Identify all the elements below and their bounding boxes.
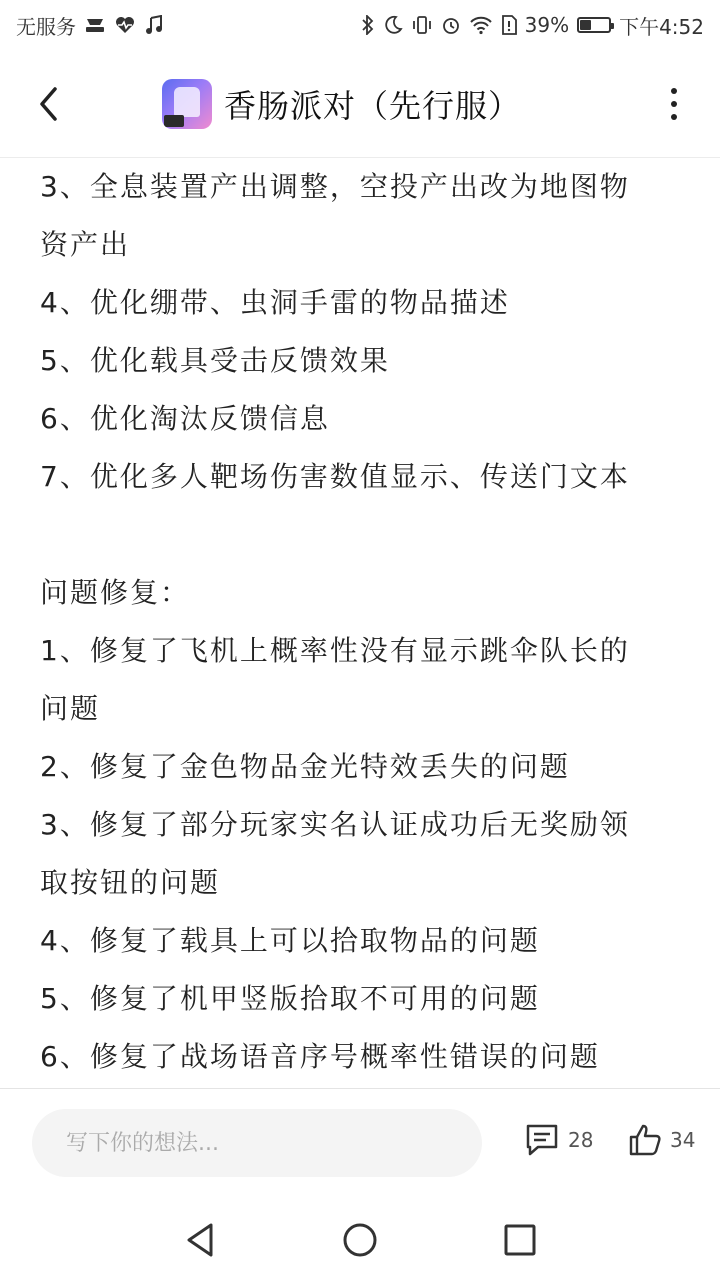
alarm-icon — [441, 15, 461, 35]
comment-bar — [0, 1088, 720, 1200]
bluetooth-icon — [361, 15, 375, 35]
comments-button[interactable] — [524, 1123, 593, 1157]
article-line: 7、优化多人靶场伤害数值显示、传送门文本 — [40, 460, 630, 493]
thumbs-up-icon — [628, 1123, 662, 1157]
sim-alert-icon — [501, 15, 517, 35]
clock: 下午4:52 — [619, 14, 704, 39]
music-note-icon — [144, 15, 164, 35]
hat-icon — [84, 15, 106, 35]
back-button[interactable] — [24, 76, 72, 132]
article-content — [40, 158, 680, 1088]
article-line: 取按钮的问题 — [40, 866, 221, 899]
app-header — [0, 50, 720, 158]
article-line: 1、修复了飞机上概率性没有显示跳伞队长的 — [40, 634, 630, 667]
article-line: 3、修复了部分玩家实名认证成功后无奖励领 — [40, 808, 630, 841]
status-bar — [0, 0, 720, 50]
nav-recent-button[interactable] — [498, 1218, 542, 1262]
comment-input[interactable] — [32, 1109, 482, 1177]
article-line: 5、优化载具受击反馈效果 — [40, 344, 390, 377]
blank-line — [40, 506, 680, 564]
article-line: 4、优化绷带、虫洞手雷的物品描述 — [40, 286, 510, 319]
circle-home-icon — [342, 1222, 378, 1258]
article-line: 2、修复了金色物品金光特效丢失的问题 — [40, 750, 570, 783]
article-line: 4、修复了载具上可以拾取物品的问题 — [40, 924, 540, 957]
title-wrap — [162, 78, 521, 130]
wifi-icon — [469, 15, 493, 35]
nav-home-button[interactable] — [338, 1218, 382, 1262]
battery-percent: 39% — [524, 13, 570, 37]
article-line: 问题 — [40, 692, 101, 725]
comment-icon — [524, 1123, 560, 1157]
moon-icon — [383, 15, 403, 35]
like-count: 34 — [670, 1128, 696, 1152]
article-line: 6、修复了战场语音序号概率性错误的问题 — [40, 1040, 600, 1073]
article-line: 3、全息装置产出调整，空投产出改为地图物 — [40, 170, 630, 203]
article-line: 问题修复： — [40, 576, 191, 609]
article-line: 6、优化淘汰反馈信息 — [40, 402, 330, 435]
status-left — [16, 11, 164, 40]
vibrate-icon — [411, 15, 433, 35]
status-right — [361, 11, 704, 40]
chevron-left-icon — [34, 84, 62, 124]
battery-icon — [577, 17, 611, 33]
sausage-party-app-icon — [162, 79, 212, 129]
comment-count: 28 — [568, 1128, 594, 1152]
battery-level — [580, 20, 591, 30]
article-line: 5、修复了机甲竖版拾取不可用的问题 — [40, 982, 540, 1015]
square-recent-icon — [503, 1223, 537, 1257]
system-nav-bar — [0, 1200, 720, 1280]
heart-pulse-icon — [114, 15, 136, 35]
more-vertical-icon[interactable] — [662, 80, 686, 128]
triangle-back-icon — [184, 1222, 216, 1258]
like-button[interactable] — [628, 1123, 695, 1157]
article-line: 资产出 — [40, 228, 131, 261]
carrier-text: 无服务 — [16, 14, 76, 39]
page-title: 香肠派对（先行服） — [224, 87, 522, 125]
nav-back-button[interactable] — [178, 1218, 222, 1262]
